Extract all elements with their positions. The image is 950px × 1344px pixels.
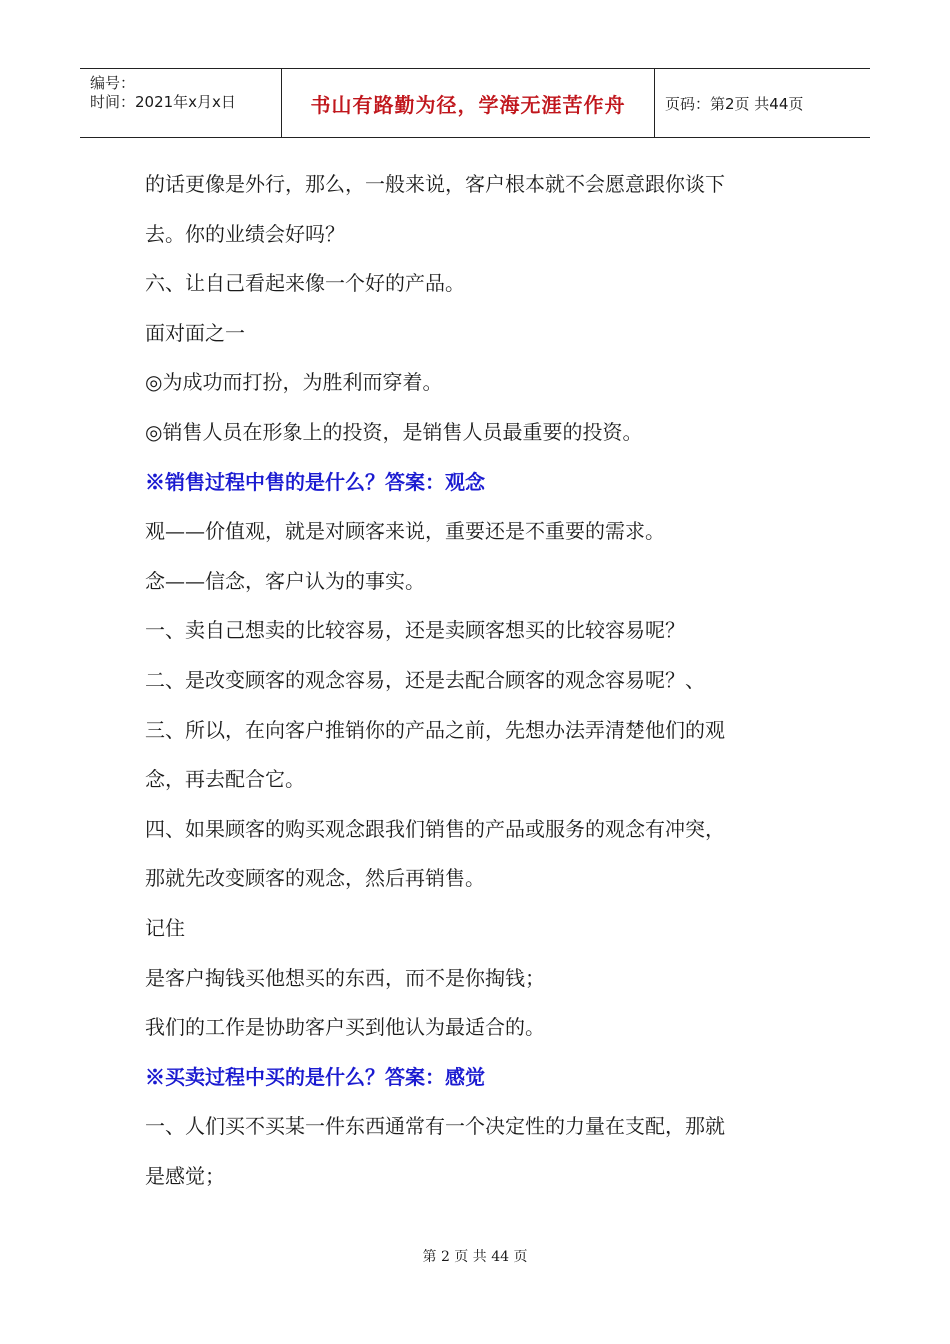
paragraph-line: 面对面之一 bbox=[145, 320, 245, 345]
paragraph-line: 念，再去配合它。 bbox=[145, 767, 305, 792]
paragraph-line: 去。你的业绩会好吗？ bbox=[145, 221, 345, 246]
paragraph-line: 的话更像是外行，那么，一般来说，客户根本就不会愿意跟你谈下 bbox=[145, 172, 725, 196]
paragraph-line: 一、卖自己想卖的比较容易，还是卖顾客想买的比较容易呢？ bbox=[145, 618, 685, 643]
page-header bbox=[80, 68, 870, 138]
paragraph-line: 记住 bbox=[145, 915, 185, 940]
paragraph-line: 观——价值观，就是对顾客来说，重要还是不重要的需求。 bbox=[145, 519, 665, 544]
page-footer: 第 2 页 共 44 页 bbox=[422, 1249, 528, 1265]
paragraph-line: 是感觉； bbox=[145, 1163, 225, 1188]
paragraph-line: 四、如果顾客的购买观念跟我们销售的产品或服务的观念有冲突， bbox=[145, 816, 725, 841]
paragraph-line: 一、人们买不买某一件东西通常有一个决定性的力量在支配，那就 bbox=[145, 1114, 725, 1139]
section-heading: ※销售过程中售的是什么？答案：观念 bbox=[145, 469, 485, 494]
paragraph-line: 是客户掏钱买他想买的东西，而不是你掏钱； bbox=[145, 965, 545, 990]
section-heading: ※买卖过程中买的是什么？答案：感觉 bbox=[145, 1064, 485, 1089]
paragraph-line: ◎销售人员在形象上的投资，是销售人员最重要的投资。 bbox=[145, 419, 643, 444]
document-body bbox=[145, 160, 825, 1201]
paragraph-line: 六、让自己看起来像一个好的产品。 bbox=[145, 271, 465, 296]
header-info-cell bbox=[80, 69, 282, 137]
time-label: 时间：2021年x月x日 bbox=[90, 93, 236, 111]
header-motto: 书山有路勤为径，学海无涯苦作舟 bbox=[282, 69, 655, 137]
paragraph-line: 念——信念，客户认为的事实。 bbox=[145, 568, 425, 593]
paragraph-line: 我们的工作是协助客户买到他认为最适合的。 bbox=[145, 1015, 545, 1040]
number-label: 编号： bbox=[90, 74, 136, 92]
paragraph-line: 那就先改变顾客的观念，然后再销售。 bbox=[145, 866, 485, 891]
paragraph-line: 二、是改变顾客的观念容易，还是去配合顾客的观念容易呢？、 bbox=[145, 667, 705, 692]
paragraph-line: 三、所以，在向客户推销你的产品之前，先想办法弄清楚他们的观 bbox=[145, 717, 725, 742]
header-page-info: 页码：第2页 共44页 bbox=[665, 94, 804, 113]
paragraph-line: ◎为成功而打扮，为胜利而穿着。 bbox=[145, 370, 443, 395]
